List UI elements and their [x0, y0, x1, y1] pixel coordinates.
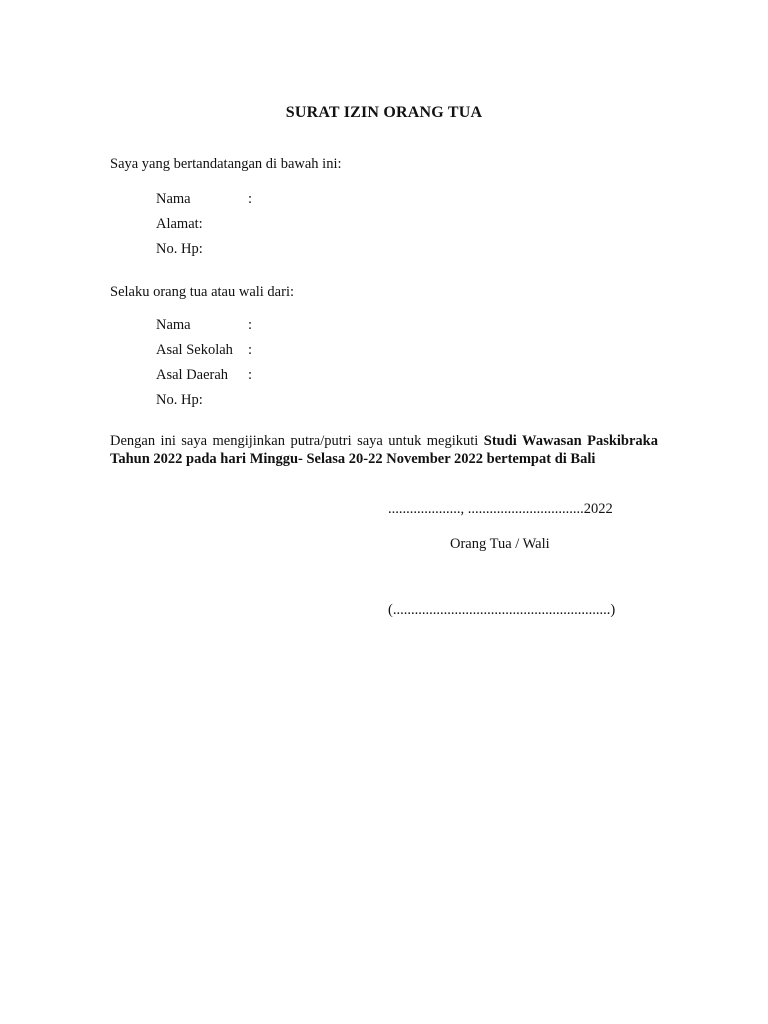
permission-statement: [110, 433, 658, 468]
parent-field-name: [156, 191, 252, 208]
field-label: Asal Daerah: [156, 367, 229, 383]
field-colon: :: [248, 342, 253, 358]
signer-role: Orang Tua / Wali: [450, 536, 550, 552]
field-label: No. Hp:: [156, 392, 203, 408]
child-field-school: [156, 342, 252, 359]
field-label: No. Hp:: [156, 241, 203, 257]
parent-field-address: [156, 216, 203, 233]
statement-plain: Dengan ini saya mengijinkan putra/putri saya untuk megikuti: [110, 433, 484, 449]
statement-bold: Studi Wawasan Paskibraka Tahun 2022 pada hari Minggu- Selasa 20-22 November 2022 bertempat di Bali: [110, 433, 658, 467]
child-field-phone: [156, 392, 203, 409]
field-colon: :: [248, 367, 253, 383]
guardian-intro-text: Selaku orang tua atau wali dari:: [110, 284, 295, 300]
signature-line: (............................................................): [388, 602, 616, 618]
field-label: Nama: [156, 317, 191, 333]
field-colon: :: [248, 191, 253, 207]
child-field-name: [156, 317, 252, 334]
document-title: SURAT IZIN ORANG TUA: [285, 104, 483, 121]
parent-field-phone: [156, 241, 203, 258]
child-field-region: [156, 367, 252, 384]
field-label: Nama: [156, 191, 191, 207]
field-colon: :: [248, 317, 253, 333]
place-date-line: ...................., ................................2022: [388, 501, 613, 517]
field-label: Alamat:: [156, 216, 203, 232]
intro-text: Saya yang bertandatangan di bawah ini:: [110, 156, 342, 172]
field-label: Asal Sekolah: [156, 342, 233, 358]
